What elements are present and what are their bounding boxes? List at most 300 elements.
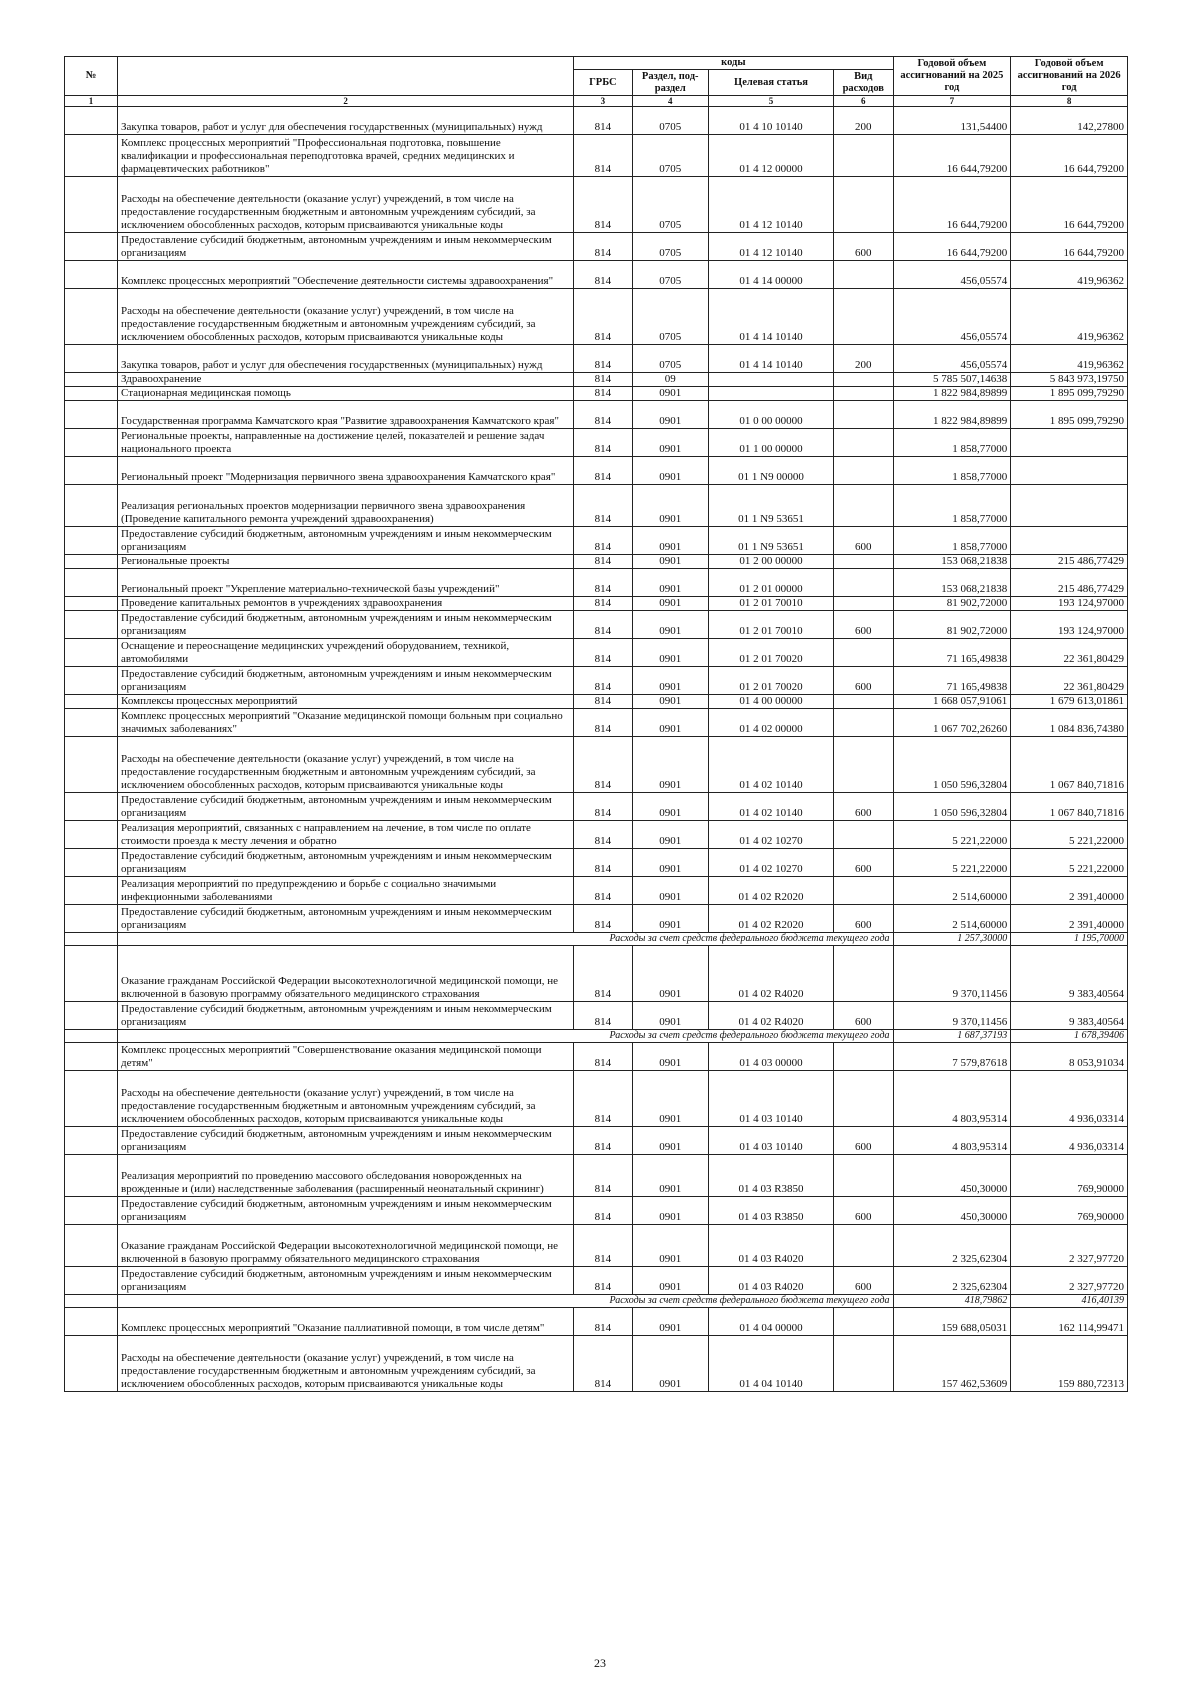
cell-2026: 2 327,97720 bbox=[1011, 1267, 1128, 1295]
cell-name: Расходы на обеспечение деятельности (оказание услуг) учреждений, в том числе на предоставление государственным бюджетным и автономным учреждениям субсидий, за исключением обособленных расходов, которым присваиваются уникальные коды bbox=[118, 1336, 574, 1392]
cell-2026 bbox=[1011, 527, 1128, 555]
table-row bbox=[65, 877, 1128, 905]
cell-name: Комплекс процессных мероприятий "Оказание паллиативной помощи, в том числе детям" bbox=[118, 1308, 574, 1336]
col-num: 3 bbox=[574, 96, 632, 107]
cell-number bbox=[65, 1127, 118, 1155]
cell-2026: 4 936,03314 bbox=[1011, 1127, 1128, 1155]
cell-2025: 5 221,22000 bbox=[893, 849, 1011, 877]
cell-2026: 215 486,77429 bbox=[1011, 555, 1128, 569]
cell-grbs: 814 bbox=[574, 261, 632, 289]
cell-grbs: 814 bbox=[574, 429, 632, 457]
header-name bbox=[118, 57, 574, 96]
cell-name: Реализация мероприятий по проведению массового обследования новорожденных на врожденные и (или) наследственные заболевания (расширенный неонатальный скрининг) bbox=[118, 1155, 574, 1197]
header-2026: Годовой объем ассигнований на 2026 год bbox=[1011, 57, 1128, 96]
cell-number bbox=[65, 1043, 118, 1071]
cell-name: Расходы за счет средств федерального бюджета текущего года bbox=[118, 1295, 893, 1308]
cell-statya: 01 1 N9 00000 bbox=[708, 457, 833, 485]
cell-2025: 7 579,87618 bbox=[893, 1043, 1011, 1071]
cell-grbs: 814 bbox=[574, 695, 632, 709]
table-row bbox=[65, 1002, 1128, 1030]
col-num: 4 bbox=[632, 96, 708, 107]
cell-statya: 01 4 04 10140 bbox=[708, 1336, 833, 1392]
cell-2026: 419,96362 bbox=[1011, 261, 1128, 289]
cell-name: Расходы за счет средств федерального бюджета текущего года bbox=[118, 933, 893, 946]
cell-number bbox=[65, 737, 118, 793]
cell-2026: 1 679 613,01861 bbox=[1011, 695, 1128, 709]
table-row bbox=[65, 1127, 1128, 1155]
cell-2025: 16 644,79200 bbox=[893, 177, 1011, 233]
cell-grbs: 814 bbox=[574, 1336, 632, 1392]
table-row bbox=[65, 373, 1128, 387]
cell-grbs: 814 bbox=[574, 1071, 632, 1127]
cell-name: Комплекс процессных мероприятий "Совершенствование оказания медицинской помощи детям" bbox=[118, 1043, 574, 1071]
cell-razdel: 0901 bbox=[632, 877, 708, 905]
cell-number bbox=[65, 373, 118, 387]
page-number: 23 bbox=[594, 1656, 606, 1670]
table-row bbox=[65, 261, 1128, 289]
cell-number bbox=[65, 667, 118, 695]
cell-2026: 16 644,79200 bbox=[1011, 233, 1128, 261]
cell-razdel: 0901 bbox=[632, 849, 708, 877]
cell-statya: 01 4 03 10140 bbox=[708, 1127, 833, 1155]
table-row bbox=[65, 639, 1128, 667]
cell-razdel: 0901 bbox=[632, 597, 708, 611]
cell-grbs: 814 bbox=[574, 639, 632, 667]
cell-grbs: 814 bbox=[574, 1155, 632, 1197]
cell-number bbox=[65, 1336, 118, 1392]
cell-statya: 01 4 00 00000 bbox=[708, 695, 833, 709]
cell-name: Предоставление субсидий бюджетным, автономным учреждениям и иным некоммерческим организациям bbox=[118, 233, 574, 261]
cell-grbs: 814 bbox=[574, 107, 632, 135]
cell-2025: 2 514,60000 bbox=[893, 905, 1011, 933]
cell-name: Расходы на обеспечение деятельности (оказание услуг) учреждений, в том числе на предоставление государственным бюджетным и автономным учреждениям субсидий, за исключением обособленных расходов, которым присваиваются уникальные коды bbox=[118, 177, 574, 233]
table-row bbox=[65, 1155, 1128, 1197]
cell-name: Предоставление субсидий бюджетным, автономным учреждениям и иным некоммерческим организациям bbox=[118, 793, 574, 821]
cell-razdel: 0901 bbox=[632, 1336, 708, 1392]
col-num: 7 bbox=[893, 96, 1011, 107]
cell-number bbox=[65, 401, 118, 429]
cell-name: Здравоохранение bbox=[118, 373, 574, 387]
cell-number bbox=[65, 261, 118, 289]
table-row bbox=[65, 345, 1128, 373]
cell-number bbox=[65, 946, 118, 1002]
header-grbs: ГРБС bbox=[574, 70, 632, 96]
cell-number bbox=[65, 345, 118, 373]
cell-2026: 1 084 836,74380 bbox=[1011, 709, 1128, 737]
federal-budget-row bbox=[65, 1295, 1128, 1308]
cell-2025: 418,79862 bbox=[893, 1295, 1011, 1308]
cell-vid: 600 bbox=[834, 1002, 893, 1030]
cell-vid bbox=[834, 429, 893, 457]
cell-grbs: 814 bbox=[574, 1308, 632, 1336]
table-row bbox=[65, 1225, 1128, 1267]
cell-2026: 2 391,40000 bbox=[1011, 905, 1128, 933]
cell-razdel: 0901 bbox=[632, 569, 708, 597]
cell-2026: 416,40139 bbox=[1011, 1295, 1128, 1308]
cell-number bbox=[65, 107, 118, 135]
cell-name: Расходы на обеспечение деятельности (оказание услуг) учреждений, в том числе на предоставление государственным бюджетным и автономным учреждениям субсидий, за исключением обособленных расходов, которым присваиваются уникальные коды bbox=[118, 289, 574, 345]
cell-number bbox=[65, 485, 118, 527]
cell-razdel: 0901 bbox=[632, 667, 708, 695]
cell-number bbox=[65, 457, 118, 485]
cell-statya: 01 2 01 70010 bbox=[708, 611, 833, 639]
cell-2025: 456,05574 bbox=[893, 289, 1011, 345]
cell-2026: 1 678,39406 bbox=[1011, 1030, 1128, 1043]
cell-razdel: 0705 bbox=[632, 233, 708, 261]
cell-2025: 81 902,72000 bbox=[893, 611, 1011, 639]
cell-razdel: 0901 bbox=[632, 821, 708, 849]
cell-grbs: 814 bbox=[574, 569, 632, 597]
cell-number bbox=[65, 1155, 118, 1197]
cell-statya: 01 4 03 R3850 bbox=[708, 1197, 833, 1225]
cell-statya: 01 4 03 10140 bbox=[708, 1071, 833, 1127]
cell-2026: 1 067 840,71816 bbox=[1011, 737, 1128, 793]
cell-statya: 01 4 02 10270 bbox=[708, 821, 833, 849]
cell-name: Закупка товаров, работ и услуг для обеспечения государственных (муниципальных) нужд bbox=[118, 107, 574, 135]
cell-2026 bbox=[1011, 485, 1128, 527]
cell-vid bbox=[834, 1225, 893, 1267]
cell-grbs: 814 bbox=[574, 177, 632, 233]
cell-number bbox=[65, 569, 118, 597]
cell-statya: 01 4 03 00000 bbox=[708, 1043, 833, 1071]
cell-2026: 22 361,80429 bbox=[1011, 667, 1128, 695]
col-num: 8 bbox=[1011, 96, 1128, 107]
cell-number bbox=[65, 1197, 118, 1225]
table-row bbox=[65, 555, 1128, 569]
cell-vid bbox=[834, 1043, 893, 1071]
cell-vid bbox=[834, 709, 893, 737]
cell-vid bbox=[834, 261, 893, 289]
cell-number bbox=[65, 1308, 118, 1336]
cell-razdel: 0901 bbox=[632, 905, 708, 933]
table-row bbox=[65, 611, 1128, 639]
cell-razdel: 0901 bbox=[632, 429, 708, 457]
budget-table bbox=[64, 56, 1128, 1392]
cell-2026: 4 936,03314 bbox=[1011, 1071, 1128, 1127]
cell-number bbox=[65, 695, 118, 709]
cell-2025: 153 068,21838 bbox=[893, 555, 1011, 569]
table-row bbox=[65, 1267, 1128, 1295]
cell-grbs: 814 bbox=[574, 345, 632, 373]
cell-name: Реализация мероприятий, связанных с направлением на лечение, в том числе по оплате стоимости проезда к месту лечения и обратно bbox=[118, 821, 574, 849]
cell-2025: 5 221,22000 bbox=[893, 821, 1011, 849]
cell-razdel: 0901 bbox=[632, 946, 708, 1002]
cell-statya: 01 1 N9 53651 bbox=[708, 485, 833, 527]
cell-grbs: 814 bbox=[574, 597, 632, 611]
table-row bbox=[65, 233, 1128, 261]
table-row bbox=[65, 849, 1128, 877]
cell-statya: 01 4 03 R3850 bbox=[708, 1155, 833, 1197]
cell-vid bbox=[834, 387, 893, 401]
table-row bbox=[65, 905, 1128, 933]
cell-razdel: 0901 bbox=[632, 737, 708, 793]
cell-name: Предоставление субсидий бюджетным, автономным учреждениям и иным некоммерческим организациям bbox=[118, 1127, 574, 1155]
cell-statya: 01 4 02 00000 bbox=[708, 709, 833, 737]
cell-name: Предоставление субсидий бюджетным, автономным учреждениям и иным некоммерческим организациям bbox=[118, 1197, 574, 1225]
cell-2026 bbox=[1011, 429, 1128, 457]
cell-statya: 01 0 00 00000 bbox=[708, 401, 833, 429]
cell-name: Региональный проект "Укрепление материально-технической базы учреждений" bbox=[118, 569, 574, 597]
cell-2026 bbox=[1011, 457, 1128, 485]
cell-number bbox=[65, 135, 118, 177]
cell-razdel: 0705 bbox=[632, 261, 708, 289]
table-row bbox=[65, 946, 1128, 1002]
cell-name: Стационарная медицинская помощь bbox=[118, 387, 574, 401]
cell-vid: 600 bbox=[834, 527, 893, 555]
cell-number bbox=[65, 611, 118, 639]
cell-2025: 1 668 057,91061 bbox=[893, 695, 1011, 709]
cell-statya bbox=[708, 387, 833, 401]
table-row bbox=[65, 107, 1128, 135]
cell-vid: 600 bbox=[834, 905, 893, 933]
cell-name: Комплекс процессных мероприятий "Обеспечение деятельности системы здравоохранения" bbox=[118, 261, 574, 289]
cell-grbs: 814 bbox=[574, 905, 632, 933]
cell-name: Государственная программа Камчатского края "Развитие здравоохранения Камчатского края" bbox=[118, 401, 574, 429]
cell-grbs: 814 bbox=[574, 793, 632, 821]
cell-2026: 22 361,80429 bbox=[1011, 639, 1128, 667]
cell-razdel: 0901 bbox=[632, 387, 708, 401]
table-row bbox=[65, 695, 1128, 709]
table-row bbox=[65, 597, 1128, 611]
cell-grbs: 814 bbox=[574, 401, 632, 429]
cell-vid bbox=[834, 569, 893, 597]
cell-vid bbox=[834, 946, 893, 1002]
cell-statya: 01 4 03 R4020 bbox=[708, 1225, 833, 1267]
cell-2026: 419,96362 bbox=[1011, 345, 1128, 373]
cell-2025: 450,30000 bbox=[893, 1155, 1011, 1197]
table-row bbox=[65, 1336, 1128, 1392]
cell-2025: 131,54400 bbox=[893, 107, 1011, 135]
cell-2026: 215 486,77429 bbox=[1011, 569, 1128, 597]
cell-statya bbox=[708, 373, 833, 387]
cell-statya: 01 4 14 10140 bbox=[708, 289, 833, 345]
cell-2025: 1 050 596,32804 bbox=[893, 793, 1011, 821]
cell-name: Проведение капитальных ремонтов в учреждениях здравоохранения bbox=[118, 597, 574, 611]
cell-statya: 01 4 12 10140 bbox=[708, 233, 833, 261]
cell-razdel: 0705 bbox=[632, 345, 708, 373]
cell-razdel: 0901 bbox=[632, 457, 708, 485]
cell-statya: 01 4 02 10140 bbox=[708, 793, 833, 821]
cell-statya: 01 4 02 R2020 bbox=[708, 905, 833, 933]
header-vid: Вид расходов bbox=[834, 70, 893, 96]
cell-2026: 16 644,79200 bbox=[1011, 177, 1128, 233]
cell-name: Предоставление субсидий бюджетным, автономным учреждениям и иным некоммерческим организациям bbox=[118, 611, 574, 639]
cell-number bbox=[65, 527, 118, 555]
cell-2025: 5 785 507,14638 bbox=[893, 373, 1011, 387]
cell-number bbox=[65, 849, 118, 877]
cell-number bbox=[65, 289, 118, 345]
cell-statya: 01 1 N9 53651 bbox=[708, 527, 833, 555]
cell-vid: 600 bbox=[834, 233, 893, 261]
cell-2026: 769,90000 bbox=[1011, 1155, 1128, 1197]
cell-name: Закупка товаров, работ и услуг для обеспечения государственных (муниципальных) нужд bbox=[118, 345, 574, 373]
cell-number bbox=[65, 177, 118, 233]
cell-number bbox=[65, 233, 118, 261]
cell-name: Региональный проект "Модернизация первичного звена здравоохранения Камчатского края" bbox=[118, 457, 574, 485]
cell-2026: 2 391,40000 bbox=[1011, 877, 1128, 905]
cell-grbs: 814 bbox=[574, 373, 632, 387]
cell-2026: 9 383,40564 bbox=[1011, 1002, 1128, 1030]
cell-razdel: 0901 bbox=[632, 639, 708, 667]
cell-2025: 2 325,62304 bbox=[893, 1225, 1011, 1267]
cell-grbs: 814 bbox=[574, 1197, 632, 1225]
cell-grbs: 814 bbox=[574, 555, 632, 569]
cell-grbs: 814 bbox=[574, 527, 632, 555]
cell-number bbox=[65, 1002, 118, 1030]
cell-grbs: 814 bbox=[574, 849, 632, 877]
cell-2026: 16 644,79200 bbox=[1011, 135, 1128, 177]
cell-2025: 4 803,95314 bbox=[893, 1071, 1011, 1127]
table-row bbox=[65, 737, 1128, 793]
cell-vid bbox=[834, 555, 893, 569]
cell-statya: 01 2 01 70010 bbox=[708, 597, 833, 611]
cell-razdel: 0901 bbox=[632, 555, 708, 569]
cell-statya: 01 4 12 00000 bbox=[708, 135, 833, 177]
cell-grbs: 814 bbox=[574, 233, 632, 261]
cell-razdel: 0705 bbox=[632, 135, 708, 177]
cell-vid bbox=[834, 485, 893, 527]
federal-budget-row bbox=[65, 933, 1128, 946]
cell-grbs: 814 bbox=[574, 485, 632, 527]
cell-name: Предоставление субсидий бюджетным, автономным учреждениям и иным некоммерческим организациям bbox=[118, 905, 574, 933]
cell-statya: 01 4 10 10140 bbox=[708, 107, 833, 135]
cell-2025: 9 370,11456 bbox=[893, 1002, 1011, 1030]
cell-2026: 1 195,70000 bbox=[1011, 933, 1128, 946]
cell-vid: 600 bbox=[834, 793, 893, 821]
cell-2025: 2 325,62304 bbox=[893, 1267, 1011, 1295]
cell-number bbox=[65, 387, 118, 401]
cell-vid: 600 bbox=[834, 1267, 893, 1295]
cell-name: Оснащение и переоснащение медицинских учреждений оборудованием, техникой, автомобилями bbox=[118, 639, 574, 667]
cell-vid bbox=[834, 401, 893, 429]
cell-statya: 01 2 00 00000 bbox=[708, 555, 833, 569]
cell-statya: 01 4 14 00000 bbox=[708, 261, 833, 289]
cell-number bbox=[65, 905, 118, 933]
cell-grbs: 814 bbox=[574, 1127, 632, 1155]
cell-2025: 1 858,77000 bbox=[893, 527, 1011, 555]
cell-number bbox=[65, 555, 118, 569]
table-row bbox=[65, 569, 1128, 597]
cell-vid bbox=[834, 737, 893, 793]
cell-statya: 01 4 12 10140 bbox=[708, 177, 833, 233]
cell-razdel: 0901 bbox=[632, 1308, 708, 1336]
cell-2026: 5 221,22000 bbox=[1011, 821, 1128, 849]
cell-2025: 71 165,49838 bbox=[893, 667, 1011, 695]
cell-2025: 157 462,53609 bbox=[893, 1336, 1011, 1392]
cell-2026: 142,27800 bbox=[1011, 107, 1128, 135]
col-num: 2 bbox=[118, 96, 574, 107]
cell-razdel: 0901 bbox=[632, 1197, 708, 1225]
cell-vid bbox=[834, 373, 893, 387]
cell-grbs: 814 bbox=[574, 877, 632, 905]
table-row bbox=[65, 1197, 1128, 1225]
cell-number bbox=[65, 1030, 118, 1043]
cell-name: Расходы на обеспечение деятельности (оказание услуг) учреждений, в том числе на предоставление государственным бюджетным и автономным учреждениям субсидий, за исключением обособленных расходов, которым присваиваются уникальные коды bbox=[118, 737, 574, 793]
cell-number bbox=[65, 877, 118, 905]
table-body bbox=[65, 107, 1128, 1392]
cell-razdel: 0901 bbox=[632, 1002, 708, 1030]
cell-name: Реализация региональных проектов модернизации первичного звена здравоохранения (Проведение капитального ремонта учреждений здравоохранения) bbox=[118, 485, 574, 527]
cell-name: Комплекс процессных мероприятий "Оказание медицинской помощи больным при социально значимых заболеваниях" bbox=[118, 709, 574, 737]
cell-name: Расходы на обеспечение деятельности (оказание услуг) учреждений, в том числе на предоставление государственным бюджетным и автономным учреждениям субсидий, за исключением обособленных расходов, которым присваиваются уникальные коды bbox=[118, 1071, 574, 1127]
table-row bbox=[65, 289, 1128, 345]
col-num: 1 bbox=[65, 96, 118, 107]
cell-statya: 01 4 02 10270 bbox=[708, 849, 833, 877]
cell-number bbox=[65, 429, 118, 457]
cell-2025: 81 902,72000 bbox=[893, 597, 1011, 611]
cell-statya: 01 4 02 R2020 bbox=[708, 877, 833, 905]
cell-grbs: 814 bbox=[574, 737, 632, 793]
cell-name: Региональные проекты, направленные на достижение целей, показателей и решение задач национального проекта bbox=[118, 429, 574, 457]
table-row bbox=[65, 709, 1128, 737]
cell-razdel: 0901 bbox=[632, 1267, 708, 1295]
table-row bbox=[65, 135, 1128, 177]
cell-grbs: 814 bbox=[574, 1002, 632, 1030]
cell-number bbox=[65, 709, 118, 737]
column-number-row bbox=[65, 96, 1128, 107]
cell-vid: 600 bbox=[834, 1127, 893, 1155]
cell-statya: 01 4 03 R4020 bbox=[708, 1267, 833, 1295]
cell-number bbox=[65, 639, 118, 667]
cell-name: Предоставление субсидий бюджетным, автономным учреждениям и иным некоммерческим организациям bbox=[118, 1002, 574, 1030]
table-row bbox=[65, 177, 1128, 233]
cell-name: Оказание гражданам Российской Федерации высокотехнологичной медицинской помощи, не включенной в базовую программу обязательного медицинского страхования bbox=[118, 1225, 574, 1267]
cell-vid bbox=[834, 1155, 893, 1197]
cell-2025: 1 257,30000 bbox=[893, 933, 1011, 946]
cell-razdel: 0901 bbox=[632, 1071, 708, 1127]
cell-statya: 01 2 01 00000 bbox=[708, 569, 833, 597]
cell-razdel: 0901 bbox=[632, 695, 708, 709]
cell-razdel: 0901 bbox=[632, 709, 708, 737]
cell-grbs: 814 bbox=[574, 135, 632, 177]
cell-vid: 600 bbox=[834, 611, 893, 639]
cell-2026: 419,96362 bbox=[1011, 289, 1128, 345]
cell-2025: 1 822 984,89899 bbox=[893, 401, 1011, 429]
cell-vid: 600 bbox=[834, 849, 893, 877]
cell-2026: 9 383,40564 bbox=[1011, 946, 1128, 1002]
cell-statya: 01 4 02 R4020 bbox=[708, 946, 833, 1002]
cell-2025: 4 803,95314 bbox=[893, 1127, 1011, 1155]
cell-razdel: 0901 bbox=[632, 1127, 708, 1155]
cell-razdel: 0901 bbox=[632, 485, 708, 527]
cell-vid: 600 bbox=[834, 667, 893, 695]
cell-2026: 1 067 840,71816 bbox=[1011, 793, 1128, 821]
cell-2025: 456,05574 bbox=[893, 261, 1011, 289]
header-razdel: Раздел, под-раздел bbox=[632, 70, 708, 96]
cell-2026: 193 124,97000 bbox=[1011, 597, 1128, 611]
cell-2026: 162 114,99471 bbox=[1011, 1308, 1128, 1336]
col-num: 5 bbox=[708, 96, 833, 107]
cell-number bbox=[65, 933, 118, 946]
cell-number bbox=[65, 1267, 118, 1295]
cell-razdel: 0901 bbox=[632, 611, 708, 639]
cell-razdel: 0901 bbox=[632, 793, 708, 821]
cell-grbs: 814 bbox=[574, 611, 632, 639]
table-row bbox=[65, 667, 1128, 695]
cell-grbs: 814 bbox=[574, 821, 632, 849]
cell-name: Предоставление субсидий бюджетным, автономным учреждениям и иным некоммерческим организациям bbox=[118, 849, 574, 877]
cell-name: Реализация мероприятий по предупреждению и борьбе с социально значимыми инфекционными заболеваниями bbox=[118, 877, 574, 905]
cell-2026: 159 880,72313 bbox=[1011, 1336, 1128, 1392]
document-page bbox=[64, 56, 1128, 1392]
table-row bbox=[65, 387, 1128, 401]
cell-vid bbox=[834, 289, 893, 345]
cell-name: Предоставление субсидий бюджетным, автономным учреждениям и иным некоммерческим организациям bbox=[118, 527, 574, 555]
cell-vid bbox=[834, 135, 893, 177]
cell-name: Региональные проекты bbox=[118, 555, 574, 569]
cell-vid bbox=[834, 821, 893, 849]
header-2025: Годовой объем ассигнований на 2025 год bbox=[893, 57, 1011, 96]
